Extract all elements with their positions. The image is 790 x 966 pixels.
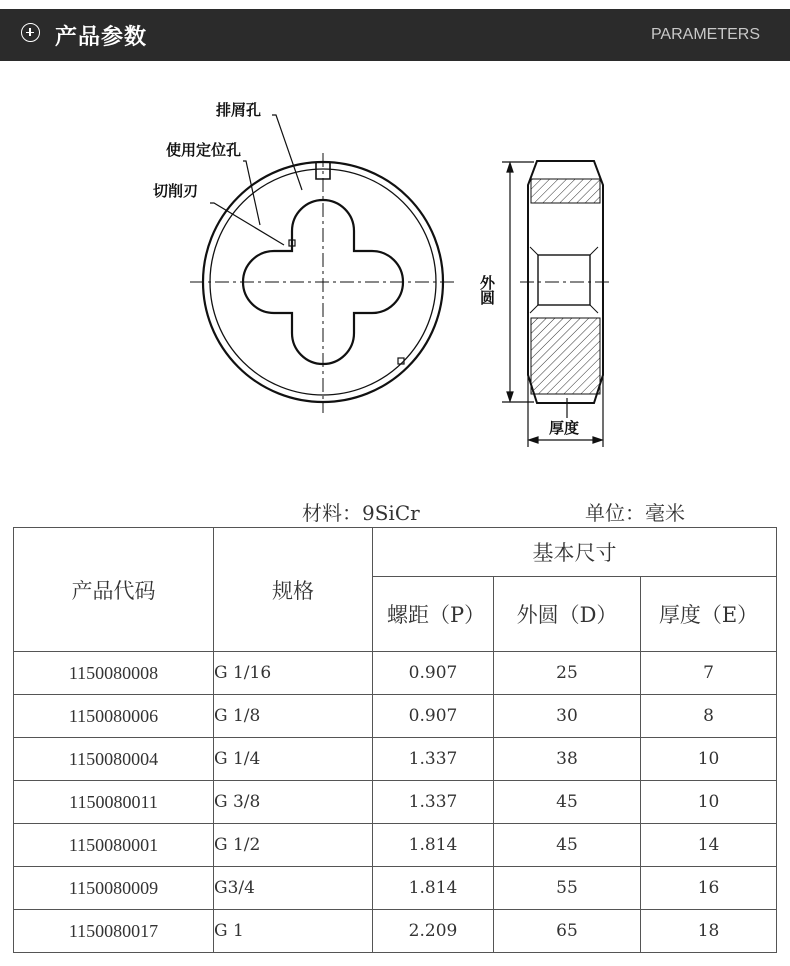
label-outer-diameter: 外圆 [478,275,496,305]
cell-code: 1150080017 [14,910,214,953]
section-subtitle: PARAMETERS [650,26,760,43]
cell-spec: G3/4 [214,867,373,910]
cell-spec: G 1/8 [214,695,373,738]
cell-pitch: 1.337 [373,738,494,781]
header-basic-dims: 基本尺寸 [373,528,777,577]
label-cutting-edge: 切削刃 [153,182,199,200]
cell-code: 1150080011 [14,781,214,824]
section-header [0,9,790,61]
header-thickness: 厚度（E） [641,577,777,652]
table-row [14,824,777,867]
cell-spec: G 1 [214,910,373,953]
table-row [14,652,777,695]
cell-pitch: 0.907 [373,652,494,695]
label-thickness: 厚度 [549,419,580,437]
cell-thickness: 10 [641,781,777,824]
cell-spec: G 1/2 [214,824,373,867]
cell-outer: 55 [494,867,641,910]
leader-lines [210,115,302,245]
cell-code: 1150080008 [14,652,214,695]
cell-code: 1150080006 [14,695,214,738]
die-technical-drawing [0,75,790,475]
label-chip-hole: 排屑孔 [216,101,262,119]
table-row [14,867,777,910]
cell-code: 1150080009 [14,867,214,910]
cell-outer: 30 [494,695,641,738]
header-pitch: 螺距（P） [373,577,494,652]
cell-thickness: 18 [641,910,777,953]
cell-thickness: 14 [641,824,777,867]
cell-code: 1150080004 [14,738,214,781]
cell-thickness: 10 [641,738,777,781]
die-side-view [520,161,610,403]
unit-note: 单位：毫米 [585,501,685,525]
cell-outer: 65 [494,910,641,953]
table-row [14,695,777,738]
table-row [14,910,777,953]
plus-circle-icon [21,23,40,42]
cell-pitch: 1.814 [373,824,494,867]
cell-outer: 45 [494,824,641,867]
header-code: 产品代码 [14,528,214,652]
cell-thickness: 16 [641,867,777,910]
cell-spec: G 1/4 [214,738,373,781]
cell-spec: G 3/8 [214,781,373,824]
cell-thickness: 7 [641,652,777,695]
material-note: 材料：9SiCr [302,501,420,525]
cell-pitch: 1.337 [373,781,494,824]
header-spec: 规格 [214,528,373,652]
spec-table [13,527,777,953]
cell-spec: G 1/16 [214,652,373,695]
table-row [14,738,777,781]
label-locating-hole: 使用定位孔 [166,141,242,159]
cell-thickness: 8 [641,695,777,738]
cell-outer: 25 [494,652,641,695]
cell-pitch: 1.814 [373,867,494,910]
cell-code: 1150080001 [14,824,214,867]
cell-outer: 45 [494,781,641,824]
cell-pitch: 0.907 [373,695,494,738]
center-lines [190,153,458,413]
table-row [14,781,777,824]
header-outer: 外圆（D） [494,577,641,652]
section-title: 产品参数 [55,25,148,50]
cell-pitch: 2.209 [373,910,494,953]
cell-outer: 38 [494,738,641,781]
